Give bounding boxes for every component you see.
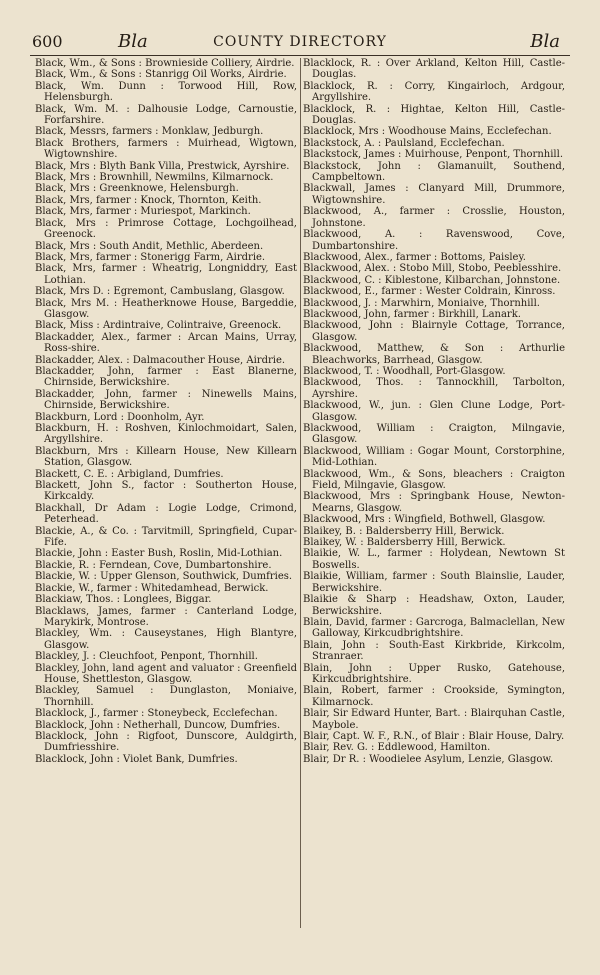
directory-entry: Black, Mrs, farmer : Stonerigg Farm, Airdrie. — [35, 251, 266, 263]
directory-entry: Black, Mrs M. : Heatherknowe House, Bargeddie, Glasgow. — [35, 297, 297, 320]
directory-entry: Blackwood, Matthew, & Son : Arthurlie Bleachworks, Barrhead, Glasgow. — [303, 343, 565, 366]
directory-entry: Blacklock, John : Netherhall, Duncow, Dumfries. — [35, 719, 281, 731]
directory-entry: Blackwood, John : Blairnyle Cottage, Torrance, Glasgow. — [303, 320, 565, 343]
directory-entry: Blacklock, R. : Over Arkland, Kelton Hill, Castle-Douglas. — [303, 58, 565, 81]
directory-entry: Blackwood, Alex. : Stobo Mill, Stobo, Peeblesshire. — [303, 263, 562, 275]
directory-entry: Blackie, John : Easter Bush, Roslin, Mid-Lothian. — [35, 548, 283, 560]
column-divider — [300, 58, 301, 928]
directory-entry: Blaikey, W. : Baldersberry Hill, Berwick. — [303, 537, 506, 549]
page-number: 600 — [32, 32, 63, 51]
directory-entry: Blackwood, Mrs : Springbank House, Newton-Mearns, Glasgow. — [303, 491, 565, 514]
directory-entry: Blackadder, Alex., farmer : Arcan Mains, Urray, Ross-shire. — [35, 331, 297, 355]
directory-entry: Blackburn, Lord : Doonholm, Ayr. — [35, 411, 205, 423]
right-column — [303, 58, 565, 765]
directory-entry: Blacklaws, James, farmer : Canterland Lodge, Marykirk, Montrose. — [35, 605, 297, 628]
directory-entry: Blackadder, Alex. : Dalmacouther House, Airdrie. — [35, 354, 286, 366]
directory-entry: Blain, David, farmer : Garcroga, Balmaclellan, New Galloway, Kirkcudbrightshire. — [303, 616, 565, 640]
directory-entry: Blackwood, T. : Woodhall, Port-Glasgow. — [303, 365, 506, 377]
directory-entry: Blackwood, William : Craigton, Milngavie, Glasgow. — [303, 423, 565, 446]
directory-entry: Blackadder, John, farmer : Ninewells Mains, Chirnside, Berwickshire. — [35, 388, 297, 412]
directory-entry: Blackadder, John, farmer : East Blanerne, Chirnside, Berwickshire. — [35, 365, 297, 389]
directory-entry: Blacklock, Mrs : Woodhouse Mains, Ecclefechan. — [303, 126, 552, 138]
directory-entry: Blackwall, James : Clanyard Mill, Drummore, Wigtownshire. — [303, 183, 565, 206]
directory-entry: Blackwood, Thos. : Tannockhill, Tarbolton, Ayrshire. — [303, 377, 565, 400]
directory-entry: Black, Wm., & Sons : Stanrigg Oil Works, Airdrie. — [35, 69, 287, 81]
page-header — [30, 30, 570, 54]
directory-entry: Blaikie, William, farmer : South Blainslie, Lauder, Berwickshire. — [303, 571, 565, 594]
directory-entry: Black, Mrs : Primrose Cottage, Lochgoilhead, Greenock. — [35, 217, 297, 241]
directory-entry: Blaikey, B. : Baldersberry Hill, Berwick. — [303, 525, 505, 537]
running-head-right: Bla — [530, 31, 560, 52]
directory-entry: Black, Miss : Ardintraive, Colintraive, Greenock. — [35, 320, 282, 332]
directory-entry: Blackley, Samuel : Dunglaston, Moniaive, Thornhill. — [35, 685, 297, 708]
directory-entry: Blackburn, Mrs : Killearn House, New Killearn Station, Glasgow. — [35, 445, 297, 469]
directory-entry: Black, Wm., & Sons : Brownieside Colliery, Airdrie. — [35, 58, 295, 69]
directory-entry: Black, Wm. Dunn : Torwood Hill, Row, Helensburgh. — [35, 80, 297, 104]
directory-entry: Black, Messrs, farmers : Monklaw, Jedburgh. — [35, 126, 264, 138]
directory-entry: Blackstock, James : Muirhouse, Penpont, Thornhill. — [303, 149, 563, 161]
directory-entry: Black, Mrs : Blyth Bank Villa, Prestwick, Ayrshire. — [35, 160, 290, 172]
directory-entry: Blackhall, Dr Adam : Logie Lodge, Crimond, Peterhead. — [35, 502, 297, 526]
directory-entry: Blackstock, A. : Paulsland, Ecclefechan. — [303, 137, 505, 149]
directory-entry: Blackwood, Mrs : Wingfield, Bothwell, Glasgow. — [303, 514, 546, 526]
directory-entry: Blackwood, Wm., & Sons, bleachers : Craigton Field, Milngavie, Glasgow. — [303, 468, 565, 492]
directory-entry: Blain, John : South-East Kirkbride, Kirkcolm, Stranraer. — [303, 639, 565, 663]
directory-entry: Blackwood, J. : Marwhirn, Moniaive, Thornhill. — [303, 297, 540, 309]
header-rule — [30, 55, 570, 56]
directory-entry: Black, Mrs : Greenknowe, Helensburgh. — [35, 183, 239, 195]
directory-entry: Blaikie & Sharp : Headshaw, Oxton, Lauder, Berwickshire. — [303, 594, 565, 617]
directory-entry: Blackwood, A., farmer : Crosslie, Houston, Johnstone. — [303, 206, 565, 229]
directory-entry: Blacklock, R. : Corry, Kingairloch, Ardgour, Argyllshire. — [303, 80, 565, 104]
directory-entry: Blackburn, H. : Roshven, Kinlochmoidart, Salen, Argyllshire. — [35, 423, 297, 446]
directory-entry: Blackiaw, Thos. : Longlees, Biggar. — [35, 594, 212, 606]
directory-entry: Black, Mrs : Brownhill, Newmilns, Kilmarnock. — [35, 172, 274, 184]
directory-entry: Blackie, A., & Co. : Tarvitmill, Springfield, Cupar-Fife. — [35, 525, 297, 549]
directory-entry: Blackie, W., farmer : Whitedamhead, Berwick. — [35, 582, 269, 594]
directory-entry: Blackwood, Alex., farmer : Bottoms, Paisley. — [303, 251, 526, 263]
directory-entry: Blackwood, E., farmer : Wester Coldrain, Kinross. — [303, 286, 556, 298]
directory-entry: Blackwood, C. : Kiblestone, Kilbarchan, Johnstone. — [303, 274, 561, 286]
directory-entry: Blair, Dr R. : Woodielee Asylum, Lenzie, Glasgow. — [303, 753, 554, 765]
directory-entry: Blackley, Wm. : Causeystanes, High Blantyre, Glasgow. — [35, 628, 297, 651]
page-title: COUNTY DIRECTORY — [213, 34, 387, 50]
directory-entry: Black, Mrs, farmer : Wheatrig, Longniddry, East Lothian. — [35, 263, 297, 286]
directory-entry: Blackwood, John, farmer : Birkhill, Lanark. — [303, 308, 521, 320]
directory-entry: Black, Mrs : South Andit, Methlic, Aberdeen. — [35, 240, 264, 252]
directory-entry: Blackwood, A. : Ravenswood, Cove, Dumbartonshire. — [303, 229, 565, 252]
directory-entry: Blackwood, William : Gogar Mount, Corstorphine, Mid-Lothian. — [303, 445, 565, 469]
directory-entry: Blacklock, R. : Hightae, Kelton Hill, Castle-Douglas. — [303, 103, 565, 127]
directory-entry: Blackie, W. : Upper Glenson, Southwick, Dumfries. — [35, 571, 293, 583]
directory-entry: Black, Mrs D. : Egremont, Cambuslang, Glasgow. — [35, 286, 285, 298]
directory-entry: Blacklock, John : Rigfoot, Dunscore, Auldgirth, Dumfriesshire. — [35, 730, 297, 754]
directory-entry: Blackstock, John : Glamanuilt, Southend, Campbeltown. — [303, 160, 565, 184]
directory-entry: Black Brothers, farmers : Muirhead, Wigtown, Wigtownshire. — [35, 137, 297, 161]
directory-entry: Blackett, John S., factor : Southerton House, Kirkcaldy. — [35, 480, 297, 503]
directory-entry: Blair, Capt. W. F., R.N., of Blair : Blair House, Dalry. — [303, 730, 565, 742]
directory-entry: Blackett, C. E. : Arbigland, Dumfries. — [35, 468, 224, 480]
directory-entry: Black, Mrs, farmer : Muriespot, Markinch. — [35, 206, 251, 218]
running-head-left: Bla — [118, 31, 148, 52]
directory-entry: Blair, Rev. G. : Eddlewood, Hamilton. — [303, 742, 491, 754]
directory-entry: Blackwood, W., jun. : Glen Clune Lodge, Port-Glasgow. — [303, 400, 565, 423]
directory-entry: Blackley, J. : Cleuchfoot, Penpont, Thornhill. — [35, 651, 258, 663]
directory-entry: Blackie, R. : Ferndean, Cove, Dumbartonshire. — [35, 559, 272, 571]
directory-entry: Blacklock, John : Violet Bank, Dumfries. — [35, 753, 238, 765]
left-column — [35, 58, 297, 765]
directory-entry: Blair, Sir Edward Hunter, Bart. : Blairquhan Castle, Maybole. — [303, 708, 565, 731]
directory-entry: Black, Wm. M. : Dalhousie Lodge, Carnoustie, Forfarshire. — [35, 103, 297, 127]
directory-entry: Blackley, John, land agent and valuator : Greenfield House, Shettleston, Glasgow. — [35, 662, 297, 685]
directory-entry: Blacklock, J., farmer : Stoneybeck, Ecclefechan. — [35, 708, 278, 720]
directory-entry: Blain, John : Upper Rusko, Gatehouse, Kirkcudbrightshire. — [303, 662, 565, 685]
directory-entry: Blain, Robert, farmer : Crookside, Symington, Kilmarnock. — [303, 685, 565, 708]
directory-entry: Blaikie, W. L., farmer : Holydean, Newtown St Boswells. — [303, 548, 565, 571]
directory-entry: Black, Mrs, farmer : Knock, Thornton, Keith. — [35, 194, 262, 206]
